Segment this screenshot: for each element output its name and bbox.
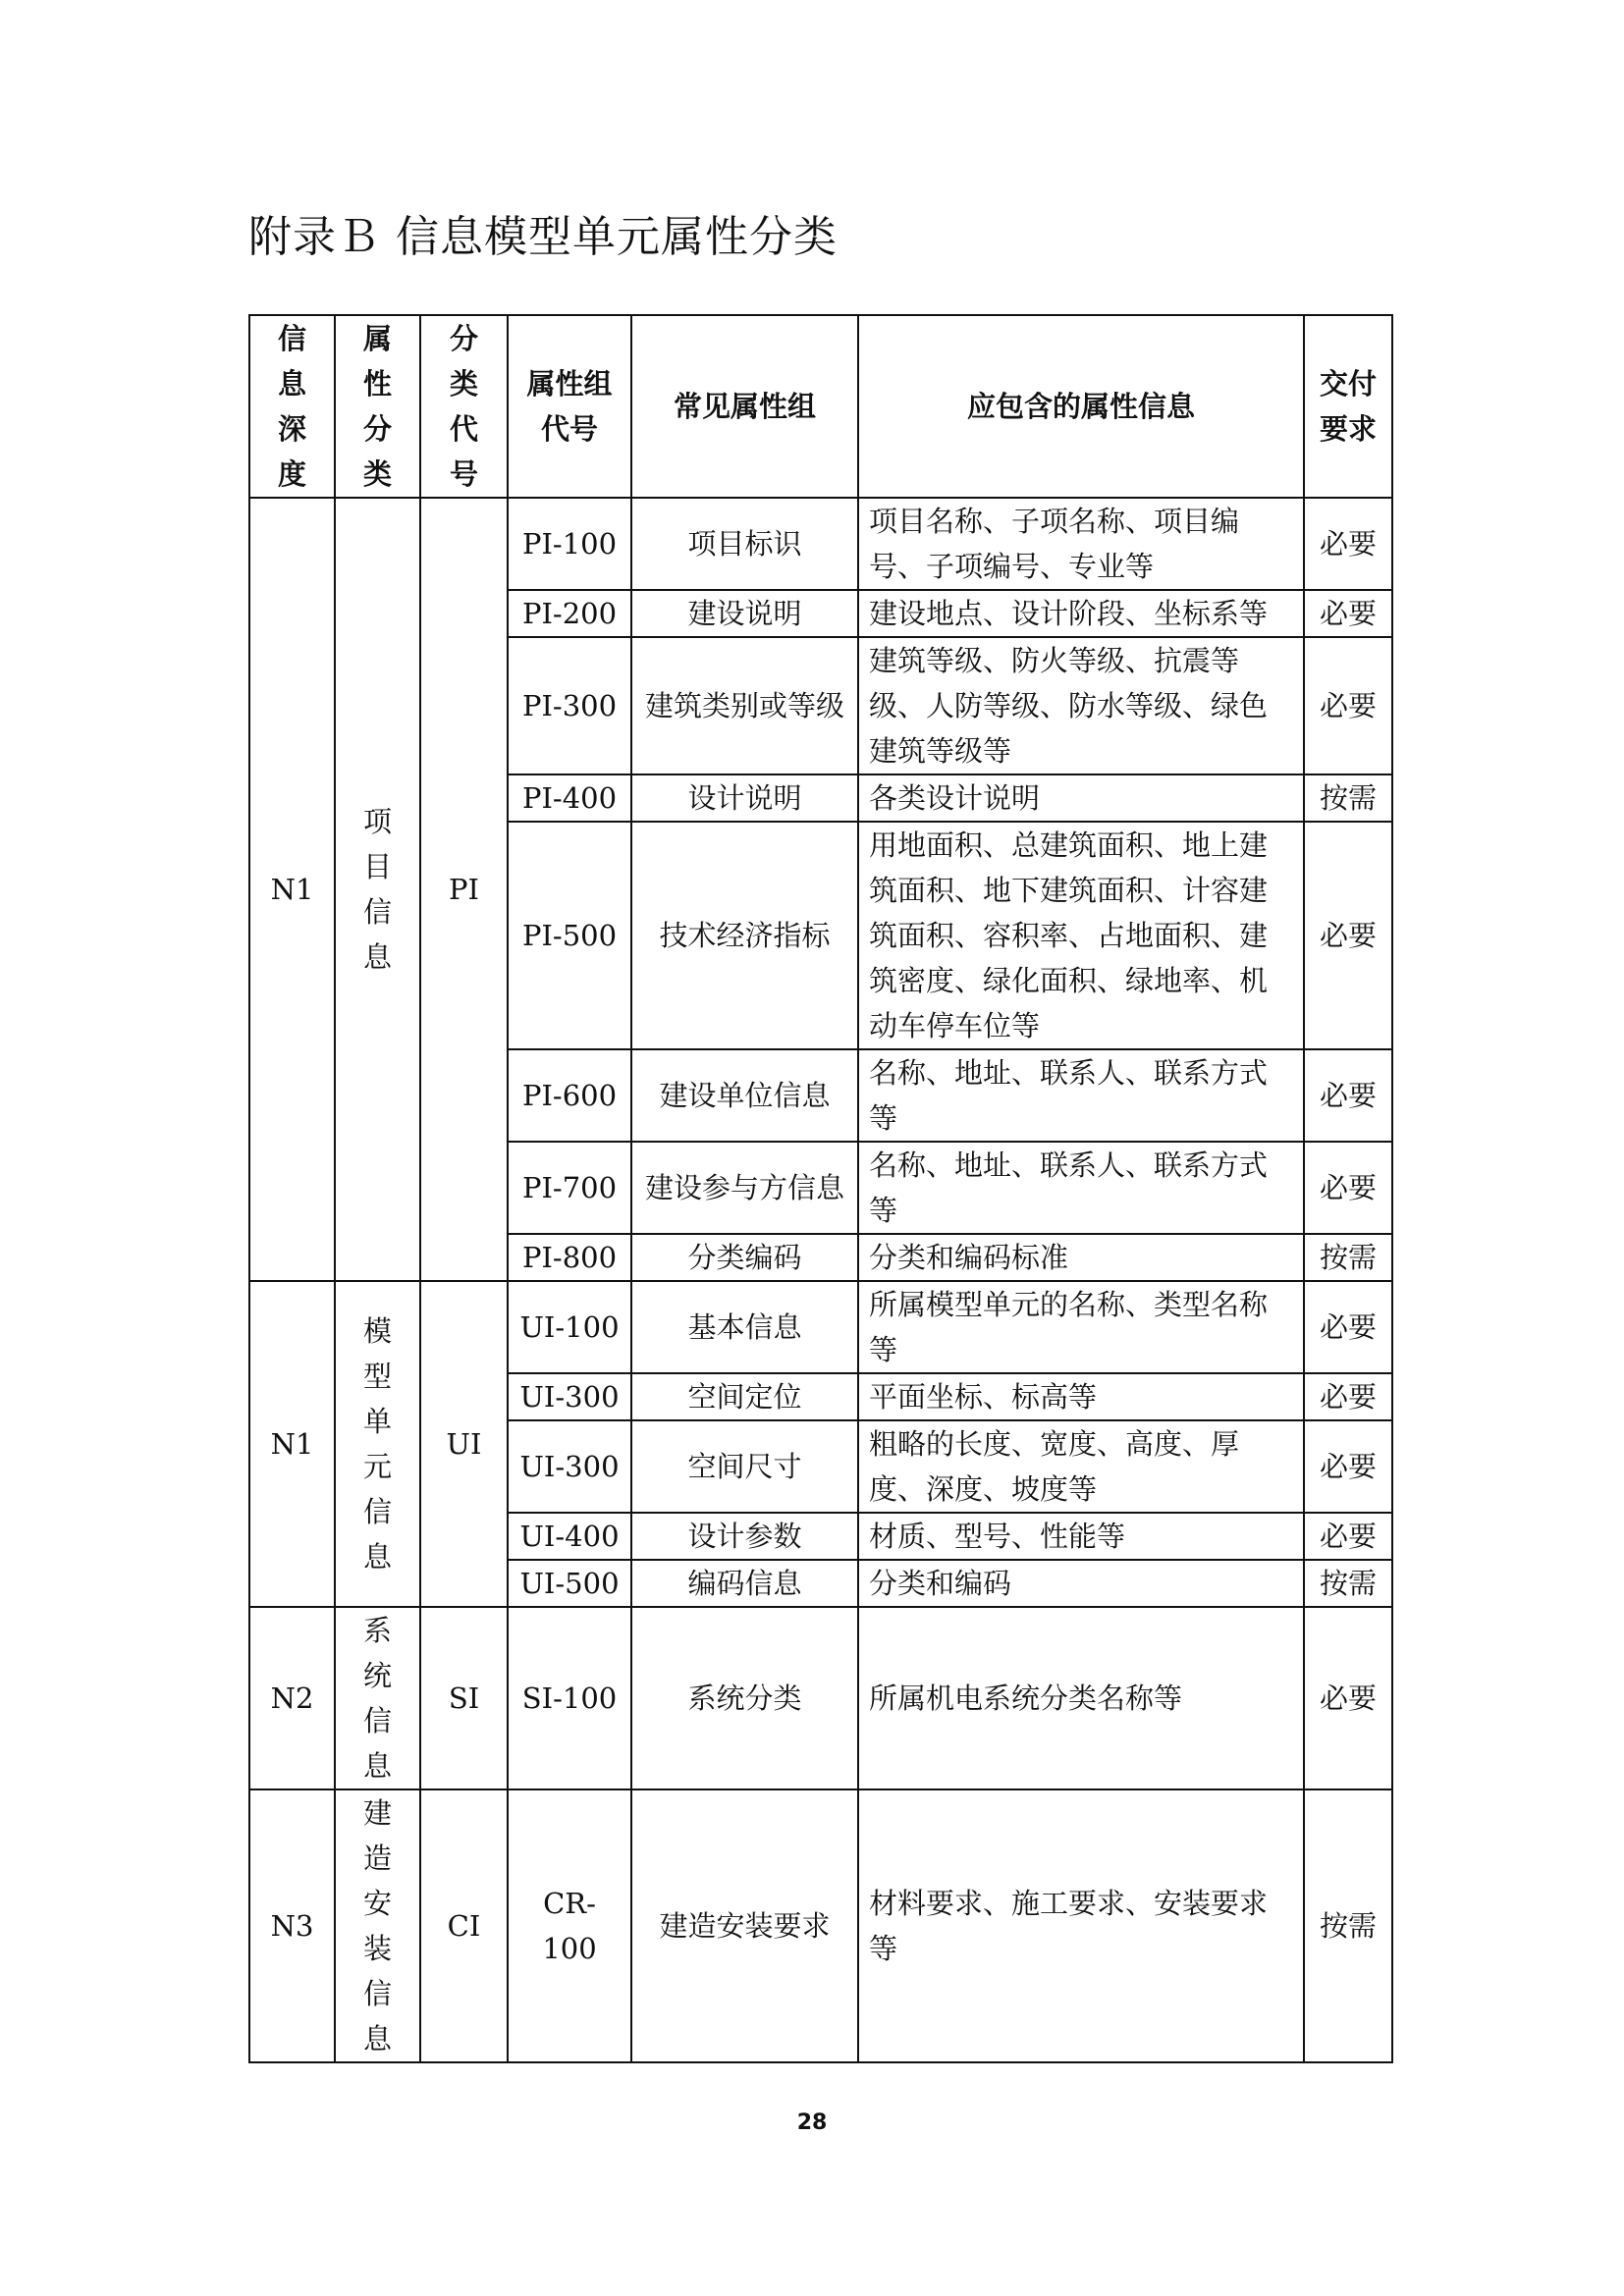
header-category: 属性分类 <box>335 315 420 498</box>
group-cell: 基本信息 <box>631 1281 858 1373</box>
table-row <box>249 498 1392 590</box>
group-code-cell: UI-300 <box>508 1420 631 1513</box>
info-cell: 建设地点、设计阶段、坐标系等 <box>858 590 1304 637</box>
group-cell: 建设参与方信息 <box>631 1142 858 1234</box>
header-group-code: 属性组代号 <box>508 315 631 498</box>
req-cell: 必要 <box>1304 1420 1392 1513</box>
req-cell: 必要 <box>1304 1281 1392 1373</box>
req-cell: 按需 <box>1304 1789 1392 2062</box>
group-code-cell: PI-800 <box>508 1234 631 1281</box>
group-cell: 建筑类别或等级 <box>631 637 858 774</box>
group-cell: 建造安装要求 <box>631 1789 858 2062</box>
code-cell: UI <box>420 1281 508 1607</box>
header-info: 应包含的属性信息 <box>858 315 1304 498</box>
group-code-cell: PI-500 <box>508 822 631 1049</box>
page-title: 附录Ｂ 信息模型单元属性分类 <box>248 212 838 262</box>
category-cell: 建造安装信息 <box>335 1789 420 2062</box>
req-cell: 必要 <box>1304 1142 1392 1234</box>
group-code-cell: UI-100 <box>508 1281 631 1373</box>
page-number: 28 <box>796 2110 828 2135</box>
group-cell: 设计说明 <box>631 774 858 822</box>
group-cell: 空间定位 <box>631 1373 858 1420</box>
req-cell: 按需 <box>1304 1560 1392 1607</box>
group-code-cell: PI-700 <box>508 1142 631 1234</box>
info-cell: 材料要求、施工要求、安装要求等 <box>858 1789 1304 2062</box>
category-cell: 项目信息 <box>335 498 420 1281</box>
req-cell: 必要 <box>1304 590 1392 637</box>
info-cell: 用地面积、总建筑面积、地上建筑面积、地下建筑面积、计容建筑面积、容积率、占地面积、建筑密度、绿化面积、绿地率、机动车停车位等 <box>858 822 1304 1049</box>
group-cell: 项目标识 <box>631 498 858 590</box>
group-cell: 设计参数 <box>631 1513 858 1560</box>
header-code: 分类代号 <box>420 315 508 498</box>
depth-cell: N1 <box>249 1281 335 1607</box>
req-cell: 按需 <box>1304 774 1392 822</box>
req-cell: 必要 <box>1304 637 1392 774</box>
header-row <box>249 315 1392 498</box>
req-cell: 按需 <box>1304 1234 1392 1281</box>
group-code-cell: PI-200 <box>508 590 631 637</box>
table-row <box>249 1281 1392 1373</box>
info-cell: 名称、地址、联系人、联系方式等 <box>858 1142 1304 1234</box>
group-cell: 技术经济指标 <box>631 822 858 1049</box>
info-cell: 粗略的长度、宽度、高度、厚度、深度、坡度等 <box>858 1420 1304 1513</box>
group-code-cell: UI-400 <box>508 1513 631 1560</box>
info-cell: 分类和编码标准 <box>858 1234 1304 1281</box>
info-cell: 所属机电系统分类名称等 <box>858 1607 1304 1789</box>
category-cell: 模型单元信息 <box>335 1281 420 1607</box>
group-code-cell: PI-100 <box>508 498 631 590</box>
req-cell: 必要 <box>1304 1049 1392 1142</box>
group-cell: 空间尺寸 <box>631 1420 858 1513</box>
header-req: 交付要求 <box>1304 315 1392 498</box>
group-code-cell: PI-600 <box>508 1049 631 1142</box>
group-cell: 系统分类 <box>631 1607 858 1789</box>
req-cell: 必要 <box>1304 1373 1392 1420</box>
req-cell: 必要 <box>1304 1513 1392 1560</box>
group-code-cell: PI-400 <box>508 774 631 822</box>
group-cell: 分类编码 <box>631 1234 858 1281</box>
info-cell: 所属模型单元的名称、类型名称等 <box>858 1281 1304 1373</box>
table-row <box>249 1607 1392 1789</box>
attribute-table <box>248 314 1393 2063</box>
info-cell: 建筑等级、防火等级、抗震等级、人防等级、防水等级、绿色建筑等级等 <box>858 637 1304 774</box>
group-cell: 编码信息 <box>631 1560 858 1607</box>
group-cell: 建设单位信息 <box>631 1049 858 1142</box>
depth-cell: N1 <box>249 498 335 1281</box>
info-cell: 材质、型号、性能等 <box>858 1513 1304 1560</box>
req-cell: 必要 <box>1304 1607 1392 1789</box>
depth-cell: N2 <box>249 1607 335 1789</box>
group-code-cell: UI-300 <box>508 1373 631 1420</box>
group-code-cell: PI-300 <box>508 637 631 774</box>
info-cell: 名称、地址、联系人、联系方式等 <box>858 1049 1304 1142</box>
req-cell: 必要 <box>1304 498 1392 590</box>
req-cell: 必要 <box>1304 822 1392 1049</box>
depth-cell: N3 <box>249 1789 335 2062</box>
category-cell: 系统信息 <box>335 1607 420 1789</box>
group-cell: 建设说明 <box>631 590 858 637</box>
group-code-cell: SI-100 <box>508 1607 631 1789</box>
table-row <box>249 1789 1392 2062</box>
group-code-cell: UI-500 <box>508 1560 631 1607</box>
code-cell: SI <box>420 1607 508 1789</box>
info-cell: 项目名称、子项名称、项目编号、子项编号、专业等 <box>858 498 1304 590</box>
info-cell: 分类和编码 <box>858 1560 1304 1607</box>
header-group: 常见属性组 <box>631 315 858 498</box>
info-cell: 各类设计说明 <box>858 774 1304 822</box>
group-code-cell: CR-100 <box>508 1789 631 2062</box>
code-cell: PI <box>420 498 508 1281</box>
code-cell: CI <box>420 1789 508 2062</box>
header-depth: 信息深度 <box>249 315 335 498</box>
info-cell: 平面坐标、标高等 <box>858 1373 1304 1420</box>
